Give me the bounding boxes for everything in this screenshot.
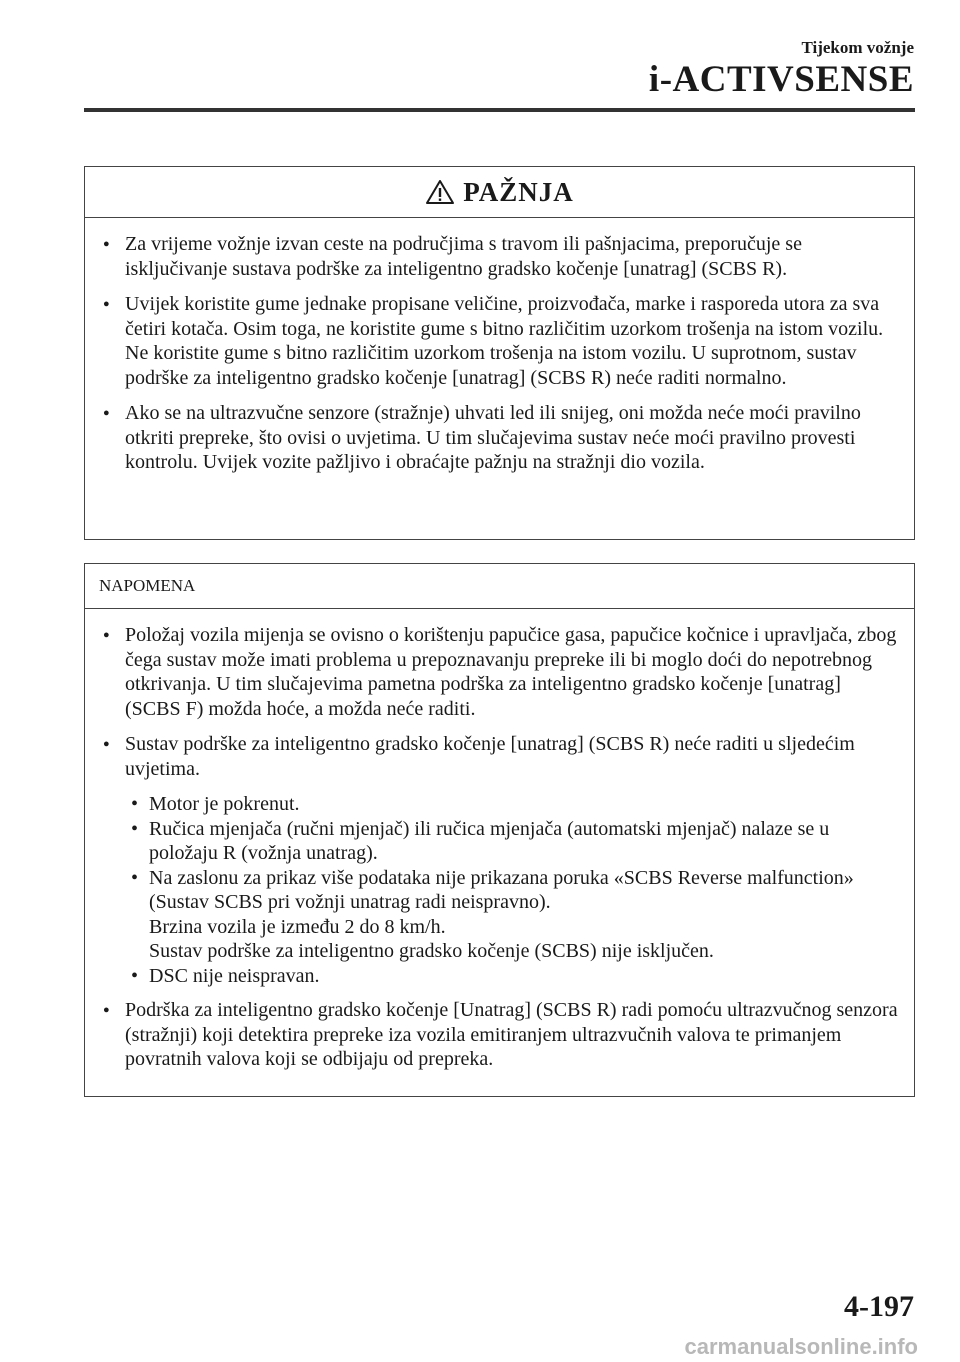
note-sub-item	[125, 866, 898, 964]
note-sub-item-extra: Brzina vozila je između 2 do 8 km/h.	[149, 915, 446, 938]
page-number: 4-197	[844, 1290, 914, 1323]
note-sub-list	[125, 792, 898, 988]
note-title: NAPOMENA	[99, 576, 196, 595]
header-rule	[84, 108, 915, 112]
caution-title: PAŽNJA	[463, 176, 574, 207]
note-item: ● Položaj vozila mijenja se ovisno o korištenju papučice gasa, papučice kočnice i upravljača, zbog čega sustav može imati problema u prepoznavanju prepreke ili bi moglo doći do nepotrebnog otkrivanja. U tim slučajevima pametna podrška za inteligentno gradsko kočenje [unatrag] (SCBS F) možda hoće, a možda neće raditi.	[99, 623, 898, 721]
note-body	[85, 609, 914, 1072]
warning-triangle-icon	[425, 179, 455, 205]
watermark[interactable]: carmanualsonline.info	[684, 1334, 918, 1359]
note-sub-item-extra: Sustav podrške za inteligentno gradsko kočenje (SCBS) nije isključen.	[149, 940, 714, 962]
note-sub-item-text: • Na zaslonu za prikaz više podataka nije prikazana poruka «SCBS Reverse malfunction» (Sustav SCBS pri vožnji unatrag radi neispravno).	[149, 866, 854, 913]
caution-body	[85, 218, 914, 475]
note-item: ● Podrška za inteligentno gradsko kočenje [Unatrag] (SCBS R) radi pomoću ultrazvučnog senzora (stražnji) koji detektira prepreke iza vozila emitiranjem ultrazvučnih valova te primanjem povratnih valova koji se odbijaju od prepreka.	[99, 998, 898, 1072]
note-item: ● Sustav podrške za inteligentno gradsko kočenje [unatrag] (SCBS R) neće raditi u sljedećim uvjetima.	[99, 732, 898, 781]
header-section: Tijekom vožnje	[801, 38, 914, 57]
caution-item: ● Ako se na ultrazvučne senzore (stražnje) uhvati led ili snijeg, oni možda neće moći pravilno otkriti prepreke, što ovisi o uvjetima. U tim slučajevima sustav neće moći pravilno provesti kontrolu. Uvijek vozite pažljivo i obraćajte pažnju na stražnji dio vozila.	[99, 401, 898, 475]
note-box	[84, 563, 915, 1097]
note-sub-item: • DSC nije neispravan.	[125, 964, 898, 989]
caution-header	[85, 167, 914, 218]
note-sub-item: • Motor je pokrenut.	[125, 792, 898, 817]
note-header	[85, 564, 914, 609]
caution-box	[84, 166, 915, 540]
caution-item: ● Uvijek koristite gume jednake propisane veličine, proizvođača, marke i rasporeda utora za sva četiri kotača. Osim toga, ne koristite gume s bitno različitim uzorkom trošenja na istom vozilu. Ne koristite gume s bitno različitim uzorkom trošenja na istom vozilu. U suprotnom, sustav podrške za inteligentno gradsko kočenje [unatrag] (SCBS R) neće raditi normalno.	[99, 292, 898, 390]
header-title: i-ACTIVSENSE	[648, 59, 914, 100]
caution-item: ● Za vrijeme vožnje izvan ceste na područjima s travom ili pašnjacima, preporučuje se isključivanje sustava podrške za inteligentno gradsko kočenje [unatrag] (SCBS R).	[99, 232, 898, 281]
note-sub-item: • Ručica mjenjača (ručni mjenjač) ili ručica mjenjača (automatski mjenjač) nalaze se u položaju R (vožnja unatrag).	[125, 817, 898, 866]
